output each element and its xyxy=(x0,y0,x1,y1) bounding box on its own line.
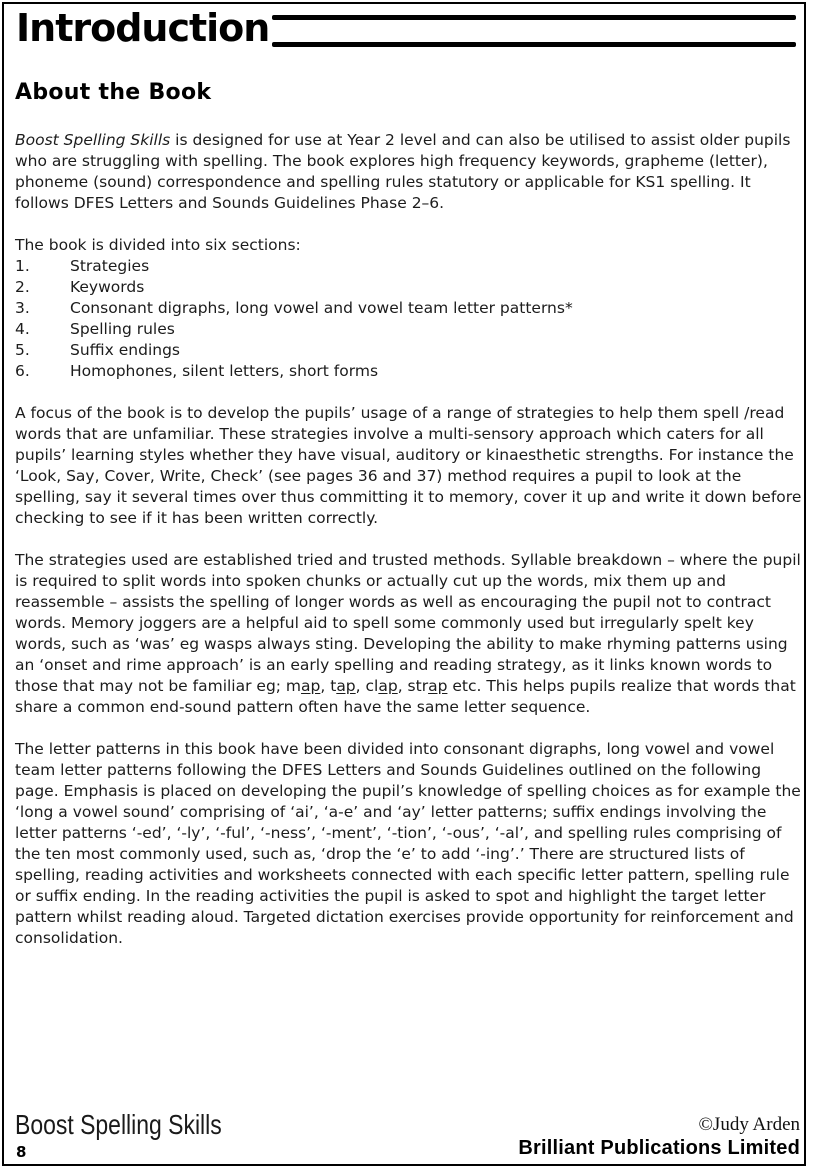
page-title: Introduction xyxy=(16,6,270,50)
list-item xyxy=(15,256,806,277)
text-run: , cl xyxy=(355,677,379,695)
text-run: is designed for use at Year 2 level and can also be utilised to assist older pupils who are struggling with spelling. The book explores high frequency keywords, grapheme (letter), phoneme (sound) correspondence and spelling rules statutory or applicable for KS1 spelling. It follows DFES Letters and Sounds Guidelines Phase 2–6. xyxy=(15,131,791,212)
text-run: etc. This helps pupils realize that words that share a common end-sound pattern often have the same letter sequence. xyxy=(15,677,796,716)
text-run: ap xyxy=(378,677,398,695)
section-heading: About the Book xyxy=(15,80,212,105)
header-rule-bottom xyxy=(272,42,796,47)
list-item xyxy=(15,361,806,382)
body-paragraph xyxy=(15,130,806,214)
list-item-number: 5. xyxy=(15,341,30,359)
footer-publisher: Brilliant Publications Limited xyxy=(518,1137,800,1159)
footer-copyright: ©Judy Arden xyxy=(698,1114,800,1135)
list-item-number: 2. xyxy=(15,278,30,296)
list-item xyxy=(15,319,806,340)
footer-page-number: 8 xyxy=(16,1143,27,1161)
body-paragraph xyxy=(15,550,806,718)
sections-list xyxy=(15,256,806,382)
text-run: The letter patterns in this book have been divided into consonant digraphs, long vowel and vowel team letter patterns following the DFES Letters and Sounds Guidelines outlined on the following page. Emphasis is placed on developing the pupil’s knowledge of spelling choices as for example the ‘long a vowel sound’ comprising of ‘ai’, ‘a-e’ and ‘ay’ letter patterns; suffix endings involving the letter patterns ‘-ed’, ‘-ly’, ‘-ful’, ‘-ness’, ‘-ment’, ‘-tion’, ‘-ous’, ‘-al’, and spelling rules comprising of the ten most commonly used, such as, ‘drop the ‘e’ to add ‘-ing’.’ There are structured lists of spelling, reading activities and worksheets connected with each specific letter pattern, spelling rule or suffix ending. In the reading activities the pupil is asked to spot and highlight the target letter pattern whilst reading aloud. Targeted dictation exercises provide opportunity for reinforcement and consolidation. xyxy=(15,740,801,947)
text-run: , str xyxy=(397,677,429,695)
list-item xyxy=(15,298,806,319)
list-item xyxy=(15,277,806,298)
list-item-number: 4. xyxy=(15,320,30,338)
footer-book-title: Boost Spelling Skills xyxy=(15,1109,222,1140)
list-item-number: 3. xyxy=(15,299,30,317)
list-item-number: 1. xyxy=(15,257,30,275)
list-item-text: Homophones, silent letters, short forms xyxy=(70,362,379,380)
text-run: Boost Spelling Skills xyxy=(15,131,171,149)
list-item-text: Suffix endings xyxy=(70,341,180,359)
list-item-text: Spelling rules xyxy=(70,320,175,338)
list-item-text: Keywords xyxy=(70,278,145,296)
page-body xyxy=(15,130,806,970)
text-run: ap xyxy=(336,677,356,695)
header-rule-top xyxy=(272,15,796,20)
body-paragraph xyxy=(15,739,806,949)
list-item-text: Strategies xyxy=(70,257,150,275)
body-paragraph xyxy=(15,403,806,529)
text-run: A focus of the book is to develop the pupils’ usage of a range of strategies to help them spell /read words that are unfamiliar. These strategies involve a multi-sensory approach which caters for all pupils’ learning styles whether they have visual, auditory or kinaesthetic strengths. For instance the ‘Look, Say, Cover, Write, Check’ (see pages 36 and 37) method requires a pupil to look at the spelling, say it several times over thus committing it to memory, cover it up and write it down before checking to see if it has been written correctly. xyxy=(15,404,802,527)
text-run: ap xyxy=(301,677,321,695)
text-run: The strategies used are established tried and trusted methods. Syllable breakdown – where the pupil is required to split words into spoken chunks or actually cut up the words, mix them up and reassemble – assists the spelling of longer words as well as encouraging the pupil not to contract words. Memory joggers are a helpful aid to spell some commonly used but irregularly spelt key words, such as ‘was’ eg wasps always sting. Developing the ability to make rhyming patterns using an ‘onset and rime approach’ is an early spelling and reading strategy, as it links known words to those that may not be familiar eg; m xyxy=(15,551,801,695)
list-item-text: Consonant digraphs, long vowel and vowel team letter patterns* xyxy=(70,299,573,317)
list-item-number: 6. xyxy=(15,362,30,380)
text-run: ap xyxy=(428,677,448,695)
text-run: , t xyxy=(320,677,337,695)
list-intro: The book is divided into six sections: xyxy=(15,236,301,254)
list-item xyxy=(15,340,806,361)
